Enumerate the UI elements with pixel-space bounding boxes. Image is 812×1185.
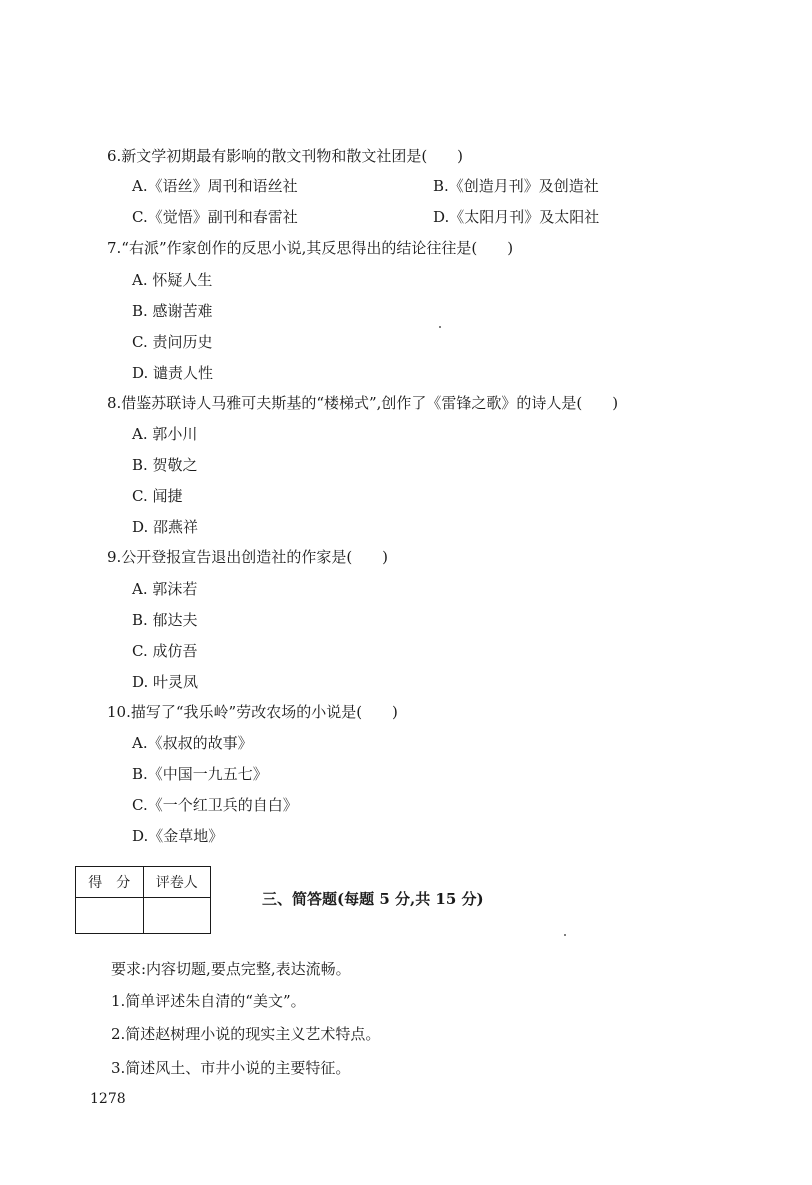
scan-speck bbox=[564, 934, 566, 936]
question-6-option-d: D.《太阳月刊》及太阳社 bbox=[433, 208, 600, 226]
section-3-requirement: 要求:内容切题,要点完整,表达流畅。 bbox=[111, 960, 351, 978]
question-9-option-b: B. 郁达夫 bbox=[132, 611, 198, 629]
question-10-option-b: B.《中国一九五七》 bbox=[132, 765, 268, 783]
question-6-stem: 6.新文学初期最有影响的散文刊物和散文社团是( ) bbox=[107, 147, 464, 165]
section-3-title: 三、简答题(每题 5 分,共 15 分) bbox=[262, 890, 484, 908]
score-table bbox=[75, 866, 211, 934]
question-7-option-d: D. 谴责人性 bbox=[132, 364, 214, 382]
short-answer-question-1: 1.简单评述朱自清的“美文”。 bbox=[111, 992, 306, 1010]
question-10-option-c: C.《一个红卫兵的自白》 bbox=[132, 796, 298, 814]
question-10-stem: 10.描写了“我乐岭”劳改农场的小说是( ) bbox=[107, 703, 398, 721]
question-10-option-a: A.《叔叔的故事》 bbox=[132, 734, 253, 752]
question-6-option-b: B.《创造月刊》及创造社 bbox=[433, 177, 599, 195]
question-9-option-d: D. 叶灵凤 bbox=[132, 673, 199, 691]
question-9-option-a: A. 郭沫若 bbox=[132, 580, 198, 598]
question-8-stem: 8.借鉴苏联诗人马雅可夫斯基的“楼梯式”,创作了《雷锋之歌》的诗人是( ) bbox=[107, 394, 619, 412]
score-label: 得 分 bbox=[76, 867, 144, 898]
short-answer-question-2: 2.简述赵树理小说的现实主义艺术特点。 bbox=[111, 1025, 381, 1043]
question-8-option-c: C. 闻捷 bbox=[132, 487, 183, 505]
question-8-option-b: B. 贺敬之 bbox=[132, 456, 198, 474]
question-10-option-d: D.《金草地》 bbox=[132, 827, 224, 845]
short-answer-question-3: 3.简述风土、市井小说的主要特征。 bbox=[111, 1059, 351, 1077]
question-7-option-c: C. 责问历史 bbox=[132, 333, 213, 351]
score-cell[interactable] bbox=[76, 898, 144, 934]
grader-label: 评卷人 bbox=[143, 867, 211, 898]
scan-speck bbox=[439, 326, 441, 328]
question-8-option-a: A. 郭小川 bbox=[132, 425, 198, 443]
question-6-option-c: C.《觉悟》副刊和春雷社 bbox=[132, 208, 298, 226]
question-6-option-a: A.《语丝》周刊和语丝社 bbox=[132, 177, 298, 195]
grader-cell[interactable] bbox=[143, 898, 211, 934]
question-7-stem: 7.“右派”作家创作的反思小说,其反思得出的结论往往是( ) bbox=[107, 239, 514, 257]
question-7-option-a: A. 怀疑人生 bbox=[132, 271, 213, 289]
question-7-option-b: B. 感谢苦难 bbox=[132, 302, 213, 320]
question-8-option-d: D. 邵燕祥 bbox=[132, 518, 199, 536]
question-9-option-c: C. 成仿吾 bbox=[132, 642, 198, 660]
question-9-stem: 9.公开登报宣告退出创造社的作家是( ) bbox=[107, 548, 389, 566]
page-number: 1278 bbox=[90, 1091, 126, 1107]
